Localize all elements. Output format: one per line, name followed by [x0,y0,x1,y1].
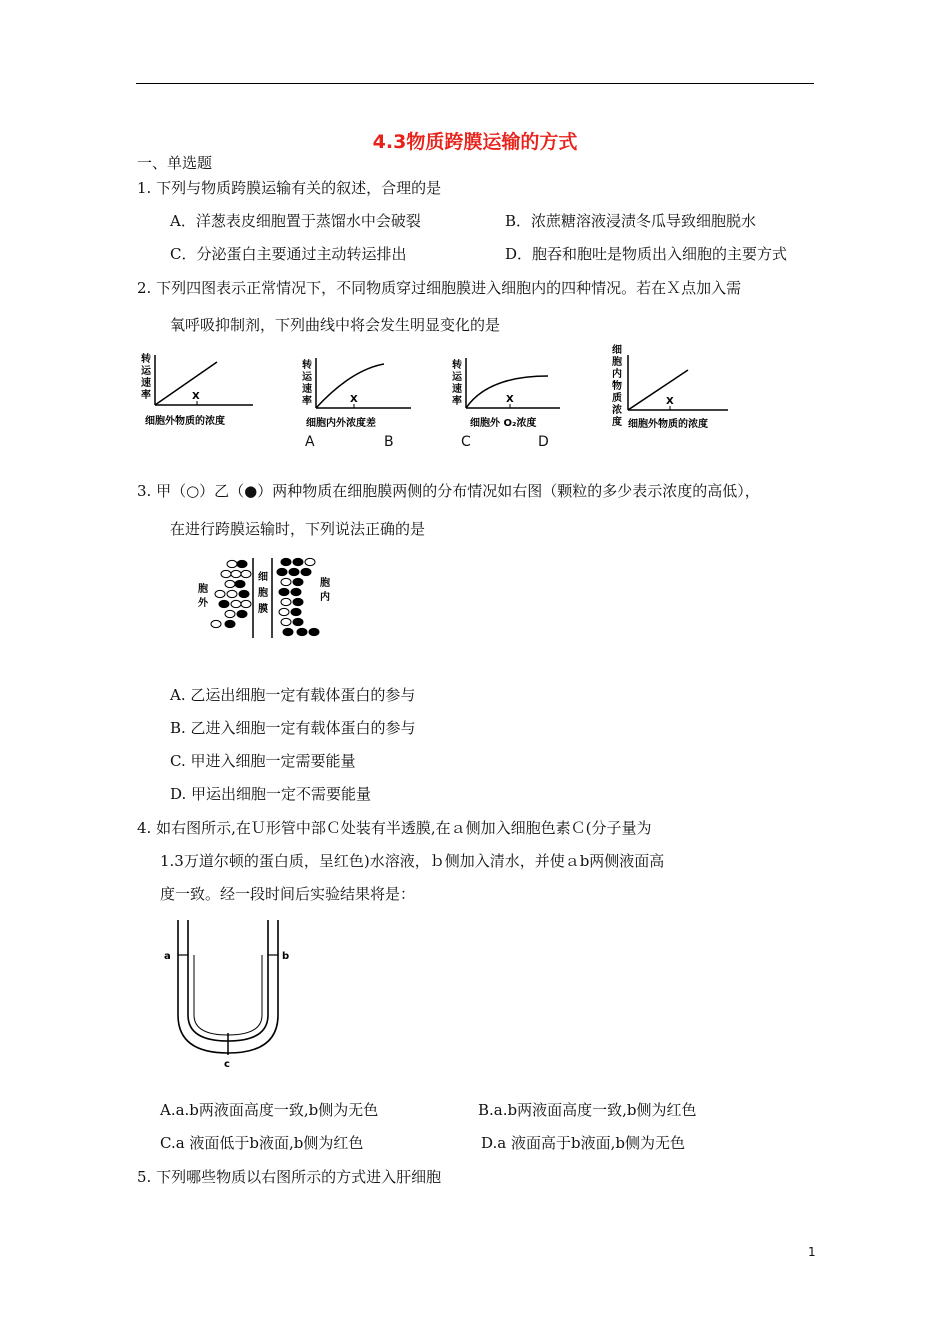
svg-text:胞: 胞 [612,357,622,368]
outside-filled-particle [237,560,247,567]
inside-open-particle [279,608,289,615]
outside-filled-particle [219,600,229,607]
outside-open-particle [231,600,241,607]
inside-filled-particle [297,628,307,635]
svg-text:速: 速 [141,378,151,389]
inside-filled-particle [283,628,293,635]
inside-filled-particle [301,568,311,575]
svg-text:浓: 浓 [612,405,622,416]
inside-filled-particle [279,588,289,595]
page-title: 4.3物质跨膜运输的方式 [372,131,578,153]
q1-option-c: C．分泌蛋白主要通过主动转运排出 [170,245,407,263]
label-inside-1: 胞 [320,578,330,589]
q3-option-b: B. 乙进入细胞一定有载体蛋白的参与 [170,719,416,737]
inside-open-particle [305,558,315,565]
graph-b-ylabel [302,358,313,407]
q1-option-b: B．浓蔗糖溶液浸渍冬瓜导致细胞脱水 [505,212,757,230]
graph-a-xlabel: 细胞外物质的浓度 [145,416,225,427]
inside-filled-particle [309,628,319,635]
graph-d-curve [628,370,688,410]
outside-open-particle [241,600,251,607]
inside-filled-particle [293,578,303,585]
q3-stem-line1: 3. 甲（○）乙（●）两种物质在细胞膜两侧的分布情况如右图（颗粒的多少表示浓度的高低）， [137,482,760,500]
q4-stem-line2: 1.3万道尔顿的蛋白质，呈红色)水溶液，ｂ侧加入清水，并使ａb两侧液面高 [160,852,665,870]
graph-c-ylabel [452,358,463,407]
membrane-diagram [190,552,340,644]
graph-a [135,350,265,430]
svg-text:速: 速 [302,384,312,395]
graph-a-curve [155,362,217,405]
outside-open-particle [225,580,235,587]
q4-stem-line3: 度一致。经一段时间后实验结果将是： [160,885,416,903]
svg-text:运: 运 [141,366,151,377]
svg-text:率: 率 [302,396,312,407]
label-membrane-3: 膜 [258,604,268,615]
inside-filled-particle [289,568,299,575]
graph-d [608,343,738,438]
svg-text:运: 运 [452,372,462,383]
outside-particles [211,560,251,627]
outside-open-particle [227,560,237,567]
inside-filled-particle [293,558,303,565]
section-heading: 一、单选题 [137,154,213,172]
outside-open-particle [227,590,237,597]
q1-option-a: A．洋葱表皮细胞置于蒸馏水中会破裂 [170,212,421,230]
graph-a-ylabel [141,352,152,401]
page-number: 1 [808,1245,816,1259]
q3-option-d: D. 甲运出细胞一定不需要能量 [170,785,372,803]
q1-stem: 1. 下列与物质跨膜运输有关的叙述，合理的是 [137,179,442,197]
u-tube-label-a: a [164,951,171,962]
q5-stem: 5. 下列哪些物质以右图所示的方式进入肝细胞 [137,1168,442,1186]
svg-text:度: 度 [612,417,622,428]
outside-open-particle [215,590,225,597]
q4-option-c: C.a 液面低于b液面,b侧为红色 [160,1134,364,1152]
svg-text:速: 速 [452,384,462,395]
graph-letter-b: B [384,434,394,450]
u-tube-diagram [158,915,298,1075]
outside-open-particle [231,570,241,577]
inside-open-particle [281,598,291,605]
svg-text:转: 转 [452,360,462,371]
graph-d-xlabel: 细胞外物质的浓度 [628,419,708,430]
svg-text:细: 细 [612,345,622,356]
outside-filled-particle [239,590,249,597]
label-outside-1: 胞 [198,584,208,595]
outside-open-particle [241,570,251,577]
label-membrane-1: 细 [258,572,268,583]
q2-stem-line2: 氧呼吸抑制剂，下列曲线中将会发生明显变化的是 [170,316,501,334]
graph-c-xlabel: 细胞外 O₂浓度 [470,418,537,429]
inside-particles [277,558,319,635]
inside-filled-particle [291,608,301,615]
q2-stem-line1: 2. 下列四图表示正常情况下，不同物质穿过细胞膜进入细胞内的四种情况。若在Ｘ点加入需 [137,279,742,297]
inside-open-particle [281,578,291,585]
outside-filled-particle [237,610,247,617]
u-tube-label-c: c [224,1059,230,1070]
svg-text:率: 率 [452,396,462,407]
outside-open-particle [211,620,221,627]
graph-b-x-mark: X [350,394,358,405]
q3-stem-line2: 在进行跨膜运输时，下列说法正确的是 [170,520,426,538]
q4-option-b: B.a.b两液面高度一致,b侧为红色 [478,1101,697,1119]
header-rule [136,83,814,84]
inside-filled-particle [293,598,303,605]
svg-text:质: 质 [612,393,622,404]
label-inside-2: 内 [320,592,330,603]
inside-filled-particle [281,558,291,565]
inside-filled-particle [277,568,287,575]
inside-filled-particle [293,618,303,625]
outside-filled-particle [235,580,245,587]
graph-b [296,350,426,430]
graph-letter-a: A [305,434,315,450]
graph-a-x-mark: X [192,391,200,402]
svg-text:运: 运 [302,372,312,383]
outside-open-particle [225,610,235,617]
q1-option-d: D．胞吞和胞吐是物质出入细胞的主要方式 [505,245,788,263]
q3-option-c: C. 甲进入细胞一定需要能量 [170,752,356,770]
label-outside-2: 外 [198,598,208,609]
svg-text:率: 率 [141,390,151,401]
graph-c-x-mark: X [506,394,514,405]
graph-d-ylabel [612,343,622,428]
graph-b-xlabel: 细胞内外浓度差 [306,418,376,429]
outside-filled-particle [225,620,235,627]
outside-open-particle [221,570,231,577]
graph-letter-c: C [461,434,471,450]
graph-letter-d: D [538,434,549,450]
graph-c [448,350,578,430]
q4-option-a: A.a.b两液面高度一致,b侧为无色 [160,1101,379,1119]
svg-text:转: 转 [302,360,312,371]
graph-d-x-mark: X [666,396,674,407]
u-tube-label-b: b [282,951,290,962]
q4-option-d: D.a 液面高于b液面,b侧为无色 [481,1134,685,1152]
label-membrane-2: 胞 [258,588,268,599]
inside-filled-particle [291,588,301,595]
svg-text:转: 转 [141,354,151,365]
inside-open-particle [281,618,291,625]
q4-stem-line1: 4. 如右图所示,在Ｕ形管中部Ｃ处装有半透膜,在ａ侧加入细胞色素Ｃ(分子量为 [137,819,652,837]
svg-text:物: 物 [612,381,622,392]
svg-text:内: 内 [612,369,622,380]
q3-option-a: A. 乙运出细胞一定有载体蛋白的参与 [170,686,416,704]
